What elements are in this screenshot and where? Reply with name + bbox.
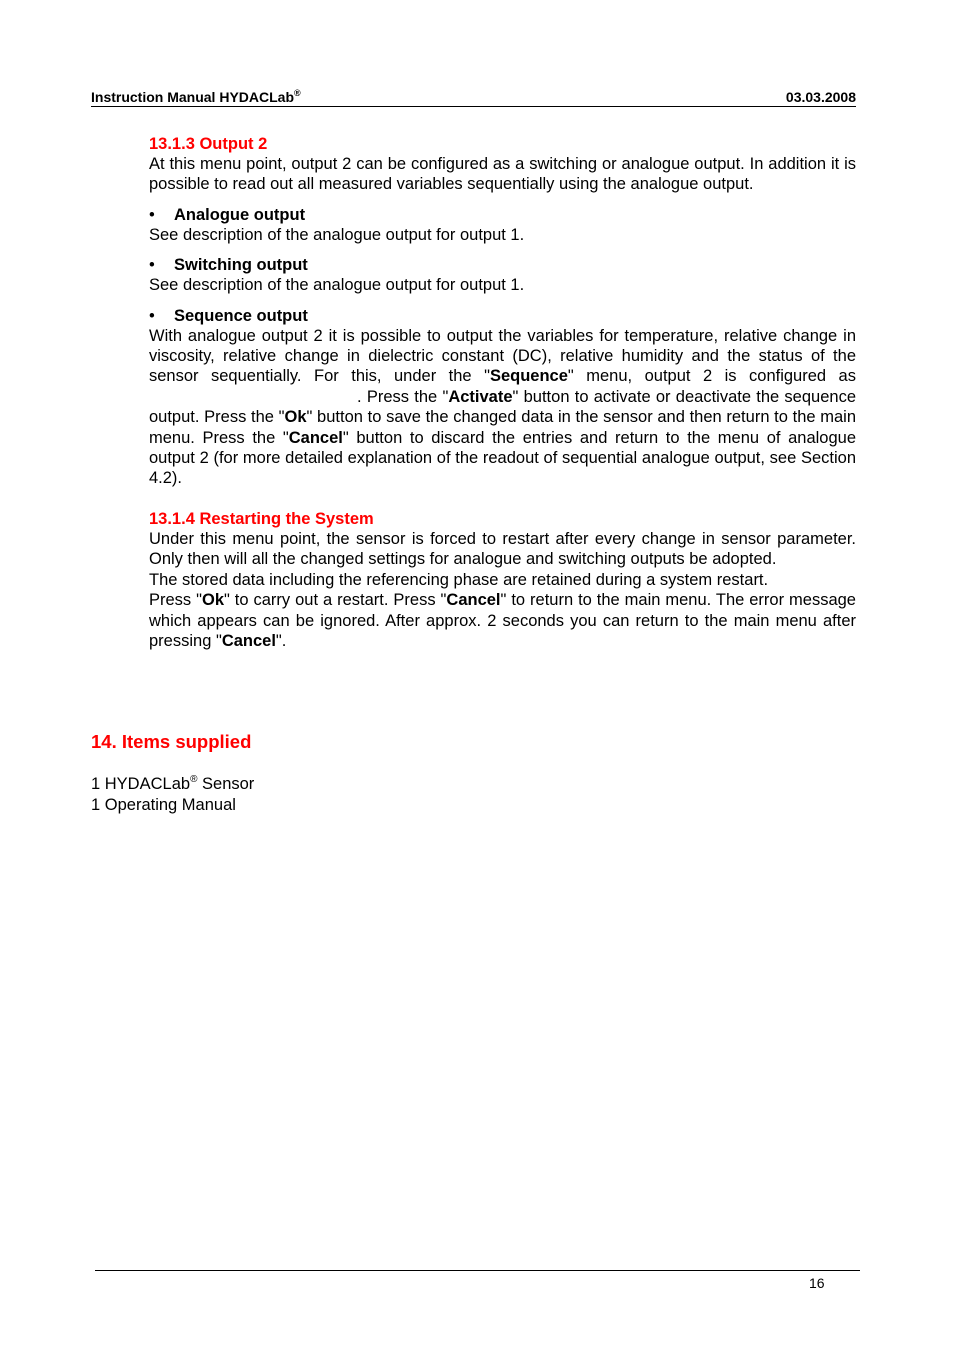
bullet-icon: • bbox=[149, 205, 155, 224]
header-date: 03.03.2008 bbox=[785, 89, 856, 105]
cancel-button-label: Cancel bbox=[221, 631, 276, 650]
restart-paragraph-1: Under this menu point, the sensor is forced to restart after every change in sensor parameter. Only then will all the changed settings for analogue and switching outputs be adopted. bbox=[149, 529, 856, 569]
cancel-button-label: Cancel bbox=[288, 428, 343, 447]
switching-output-description: See description of the analogue output for output 1. bbox=[149, 276, 525, 295]
sequence-menu-label: Sequence bbox=[489, 367, 568, 386]
list-item: 1 Operating Manual bbox=[91, 796, 236, 814]
ok-button-label: Ok bbox=[201, 591, 224, 610]
bullet-switching-output bbox=[149, 255, 856, 275]
bullet-title: Switching output bbox=[174, 256, 308, 275]
bullet-title: Analogue output bbox=[174, 205, 306, 224]
ok-button-label: Ok bbox=[284, 408, 307, 427]
bullet-sequence-output bbox=[149, 306, 856, 326]
sequence-output-description: With analogue output 2 it is possible to output the variables for temperature, relative change in viscosity, relative change in dielectric constant (DC), relative humidity and the status of the sensor sequentially. For this, under the "Sequence" menu, output 2 is configured as. Press the "Activate" button to activate or deactivate the sequence output. Press the "Ok" button to save the changed data in the sensor and then return to the main menu. Press the "Cancel" button to discard the entries and return to the menu of analogue output 2 (for more detailed explanation of the readout of sequential analogue output, see Section 4.2). bbox=[149, 326, 857, 488]
restart-paragraph-3: Press "Ok" to carry out a restart. Press "Cancel" to return to the main menu. The error message which appears can be ignored. After approx. 2 seconds you can return to the main menu after pressing "Cancel". bbox=[149, 591, 856, 650]
registered-mark: ® bbox=[294, 88, 301, 98]
header-title: Instruction Manual HYDACLab® bbox=[91, 88, 301, 105]
list-item: 1 HYDACLab® Sensor bbox=[91, 774, 255, 793]
registered-mark: ® bbox=[190, 774, 198, 785]
items-list bbox=[91, 774, 254, 816]
section-heading-restarting: 13.1.4 Restarting the System bbox=[149, 509, 374, 528]
section-heading-items-supplied: 14. Items supplied bbox=[91, 731, 252, 752]
activate-button-label: Activate bbox=[448, 387, 513, 406]
cancel-button-label: Cancel bbox=[446, 591, 501, 610]
footer-divider bbox=[95, 1270, 860, 1271]
analogue-output-description: See description of the analogue output for output 1. bbox=[149, 225, 525, 244]
restart-paragraph-2: The stored data including the referencing phase are retained during a system restart. bbox=[149, 570, 769, 589]
page-header bbox=[91, 88, 856, 107]
main-content bbox=[149, 134, 856, 651]
section-heading-output-2: 13.1.3 Output 2 bbox=[149, 135, 268, 153]
bullet-title: Sequence output bbox=[174, 306, 308, 325]
bullet-icon: • bbox=[149, 256, 155, 275]
page-number: 16 bbox=[809, 1275, 825, 1291]
bullet-icon: • bbox=[149, 306, 155, 325]
output-2-intro: At this menu point, output 2 can be configured as a switching or analogue output. In addition it is possible to read out all measured variables sequentially using the analogue output. bbox=[149, 155, 856, 194]
bullet-analogue-output bbox=[149, 205, 856, 225]
spacer bbox=[149, 489, 856, 500]
spacer bbox=[149, 500, 856, 509]
